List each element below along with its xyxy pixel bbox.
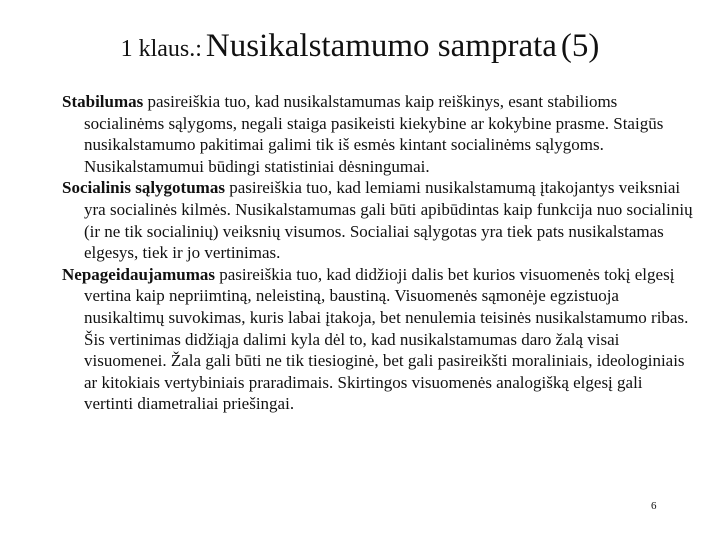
title-main: Nusikalstamumo samprata <box>205 28 557 64</box>
paragraph-text: pasireiškia tuo, kad nusikalstamumas kaip reiškinys, esant stabilioms socialinėms sąlygoms, negali staiga pasikeisti kiekybine ar kokybine prasme. Staigūs nusikalstamumo pakitimai galimi tik iš esmės kintant socialinėms sąlygoms. Nusikalstamumui būdingi statistiniai dėsningumai. <box>84 92 664 176</box>
slide-title <box>0 28 720 65</box>
page-number: 6 <box>651 500 657 512</box>
title-number: (5) <box>560 28 600 64</box>
paragraph-nepageidaujamumas <box>62 264 694 415</box>
term-socialinis-salygotumas: Socialinis sąlygotumas <box>62 178 225 198</box>
title-prefix: 1 klaus.: <box>120 36 202 62</box>
paragraph-text: pasireiškia tuo, kad didžioji dalis bet kurios visuomenės tokį elgesį vertina kaip nepriimtiną, neleistiną, baustiną. Visuomenės sąmonėje egzistuoja nusikaltimų suvokimas, kuris labai įtakoja, bet nenulemia teisinės nusikalstamumo ribas. Šis vertinimas didžiąja dalimi kyla dėl to, kad nusikalstamumas daro žalą visai visuomenei. Žala gali būti ne tik tiesioginė, bet gali pasireikšti moraliniais, ideologiniais ar kitokiais vertybiniais praradimais. Skirtingos visuomenės analogišką elgesį gali vertinti diametraliai priešingai. <box>84 264 689 414</box>
paragraph-text: pasireiškia tuo, kad lemiami nusikalstamumą įtakojantys veiksniai yra socialinės kilmės. Nusikalstamumas gali būti apibūdintas kaip funkcija nuo socialinių (ir ne tik socialinių) veiksnių visumos. Socialiai sąlygotas yra tiek pats nusikalstamas elgesys, tiek ir jo vertinimas. <box>84 178 693 263</box>
slide-body <box>62 91 694 415</box>
term-nepageidaujamumas: Nepageidaujamumas <box>62 264 216 284</box>
paragraph-socialinis-salygotumas <box>62 177 694 263</box>
term-stabilumas: Stabilumas <box>62 92 144 111</box>
paragraph-stabilumas <box>62 91 694 177</box>
